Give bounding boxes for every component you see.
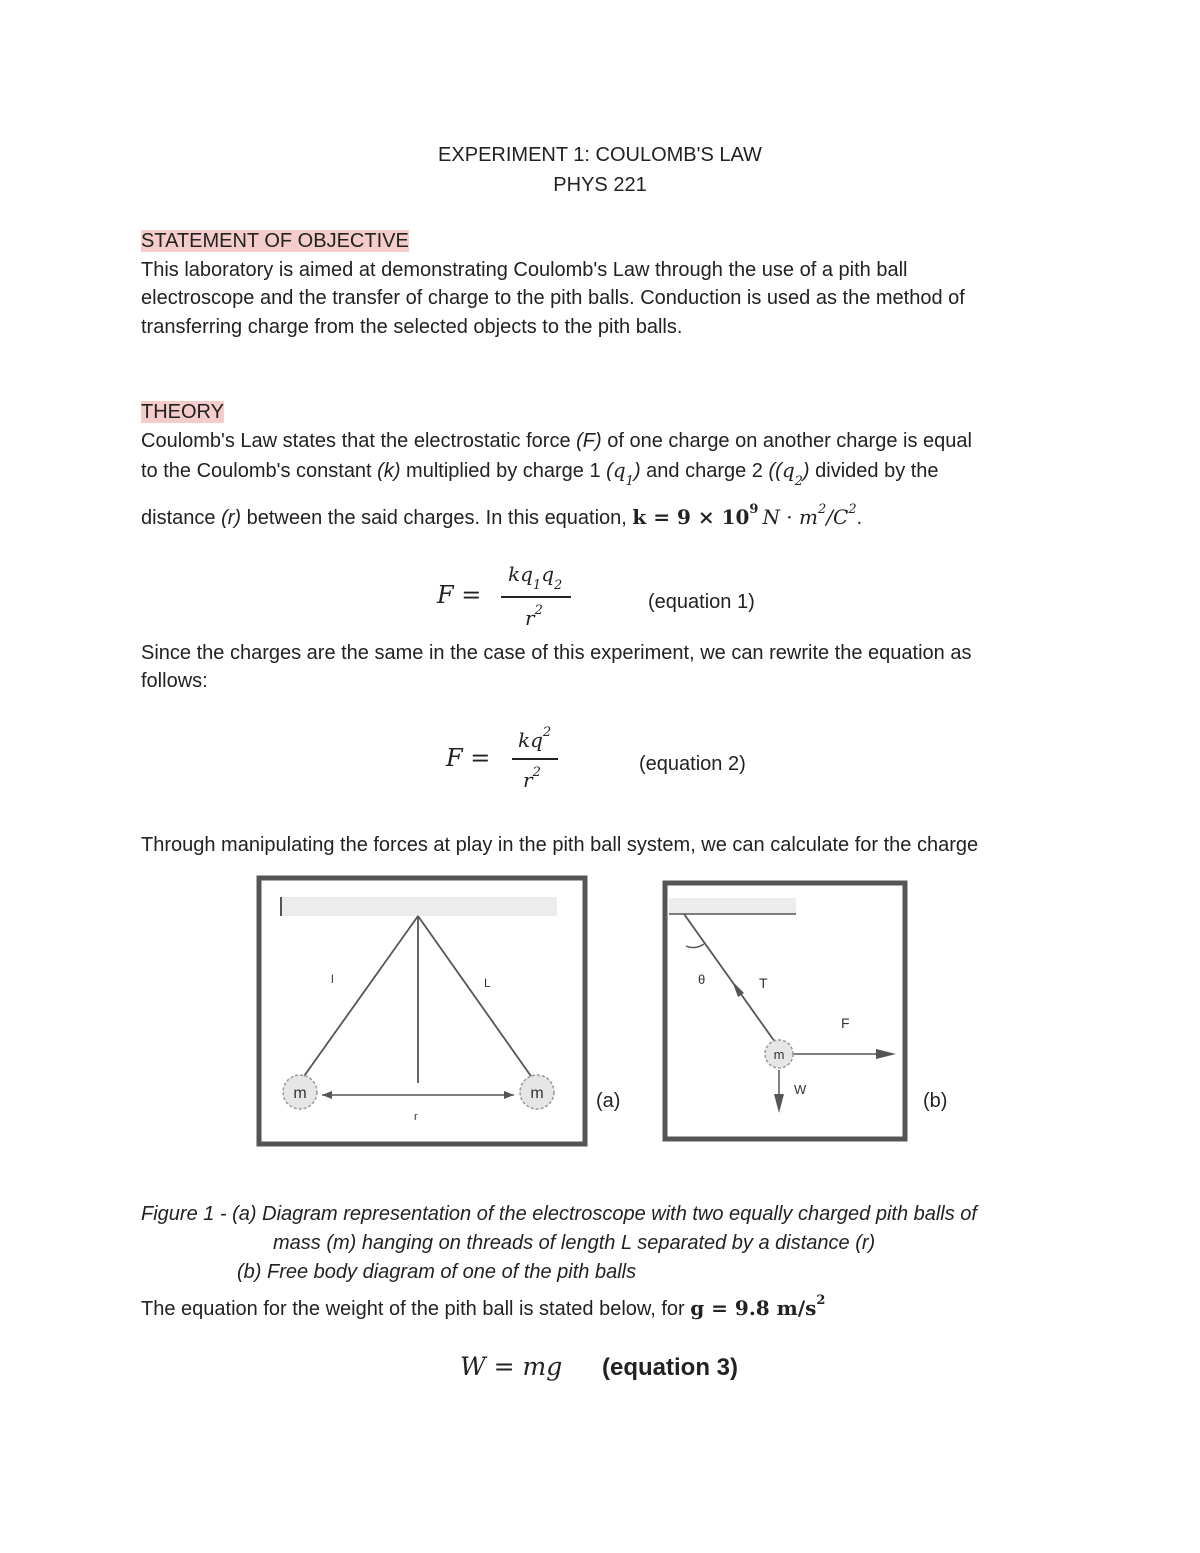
figure-a-label-l: l [331,972,334,986]
eq1-numerator [508,560,562,592]
theory-heading [141,398,1061,427]
text-run: The equation for the weight of the pith ball is stated below, for [141,1298,691,1320]
eq1-lhs: F = [437,581,482,609]
figure-b-force-label: F [841,1015,850,1031]
figure-b-ball-label: m [773,1047,785,1062]
math-g-value: g = 9.8 m/s [690,1296,817,1320]
text-run: ) [802,460,810,482]
figure-a-left-ball-label: m [293,1085,307,1102]
through-text: Through manipulating the forces at play in the pith ball system, we can calculate for the charge [141,834,979,856]
eq2-den-exp: 2 [532,765,541,780]
rewrite-line-2: follows: [141,670,208,692]
figure-a-caption: (a) [596,1090,621,1112]
document-title: EXPERIMENT 1: COULOMB'S LAW [438,144,762,166]
math-superscript: 2 [848,502,857,517]
math-subscript: 1 [625,474,634,489]
theory-line-3 [141,503,1061,535]
eq1-num-kq: kq [508,562,533,586]
objective-heading [141,227,1061,256]
eq1-denominator [525,604,543,636]
theory-line-2 [141,456,1061,488]
eq2-num-kq: kq [518,728,543,752]
math-q1: q [612,458,626,482]
text-run: divided by the [809,460,939,482]
figure-a-ceiling [282,897,557,916]
math-q2: q [781,458,795,482]
theory-line-1 [141,427,1061,456]
theory-heading-text: THEORY [141,401,224,423]
text-run: (( [768,460,782,482]
figure-b-ceiling [669,898,796,914]
text-run: (r) [221,507,242,529]
eq1-num-q: q [541,562,555,586]
eq1-den-r: r [525,606,535,630]
objective-line-2: electroscope and the transfer of charge to the pith balls. Conduction is used as the method of [141,287,965,309]
eq1-label: (equation 1) [648,591,755,613]
math-k-value: k = 9 × 10 [632,505,750,529]
text-run: . [856,507,863,529]
math-subscript: 2 [794,474,803,489]
rewrite-line-1: Since the charges are the same in the case of this experiment, we can rewrite the equation as [141,642,972,664]
eq2-numerator [518,726,551,758]
text-run: Coulomb's Law states that the electrostatic force [141,430,577,452]
figure-caption-line-2: mass (m) hanging on threads of length L separated by a distance (r) [273,1232,876,1254]
figure-b-weight-label: W [794,1082,807,1097]
course-code: PHYS 221 [553,174,647,196]
figure-caption-line-3: (b) Free body diagram of one of the pith balls [237,1261,637,1283]
eq3-label: (equation 3) [602,1354,738,1381]
figure-b-theta-label: θ [698,972,706,987]
math-superscript: 2 [818,502,827,517]
text-run: (F) [576,430,602,452]
figure-b-frame [665,883,905,1139]
text-run: distance [141,507,222,529]
text-run: ) [633,460,641,482]
text-run: between the said charges. In this equation, [241,507,633,529]
math-units: /C [826,505,849,529]
eq3-formula: W = mg [460,1352,563,1381]
eq2-label: (equation 2) [639,753,746,775]
text-run: to the Coulomb's constant [141,460,378,482]
weight-text [141,1294,1061,1326]
eq1-num-sub1: 1 [532,578,542,593]
math-superscript: 9 [749,502,759,517]
text-run: (k) [377,460,401,482]
eq1-num-sub2: 2 [554,578,563,593]
objective-line-1: This laboratory is aimed at demonstrating Coulomb's Law through the use of a pith ball [141,259,908,281]
figure-a-right-ball-label: m [530,1085,544,1102]
math-superscript: 2 [816,1293,826,1308]
figure-b-free-body-diagram [662,880,908,1142]
figure-a-electroscope-diagram [256,875,588,1147]
objective-line-3: transferring charge from the selected objects to the pith balls. [141,316,683,338]
eq2-num-exp: 2 [542,725,552,740]
figure-a-label-r: r [414,1111,418,1123]
text-run: multiplied by charge 1 [400,460,607,482]
figure-a-label-L: L [484,976,491,990]
figure-b-caption: (b) [923,1090,948,1112]
text-run: ( [606,460,613,482]
objective-heading-text: STATEMENT OF OBJECTIVE [141,230,409,252]
eq1-fraction-bar [501,596,571,598]
eq2-fraction-bar [512,758,558,760]
eq2-lhs: F = [446,744,491,772]
figure-caption-line-1: Figure 1 - (a) Diagram representation of the electroscope with two equally charged pith balls of [141,1203,977,1225]
text-run: of one charge on another charge is equal [601,430,972,452]
math-units: N · m [762,505,818,529]
figure-b-tension-label: T [759,975,768,991]
eq1-den-exp: 2 [534,603,543,618]
eq2-den-r: r [523,768,533,792]
text-run: and charge 2 [640,460,769,482]
eq2-denominator [523,766,541,798]
